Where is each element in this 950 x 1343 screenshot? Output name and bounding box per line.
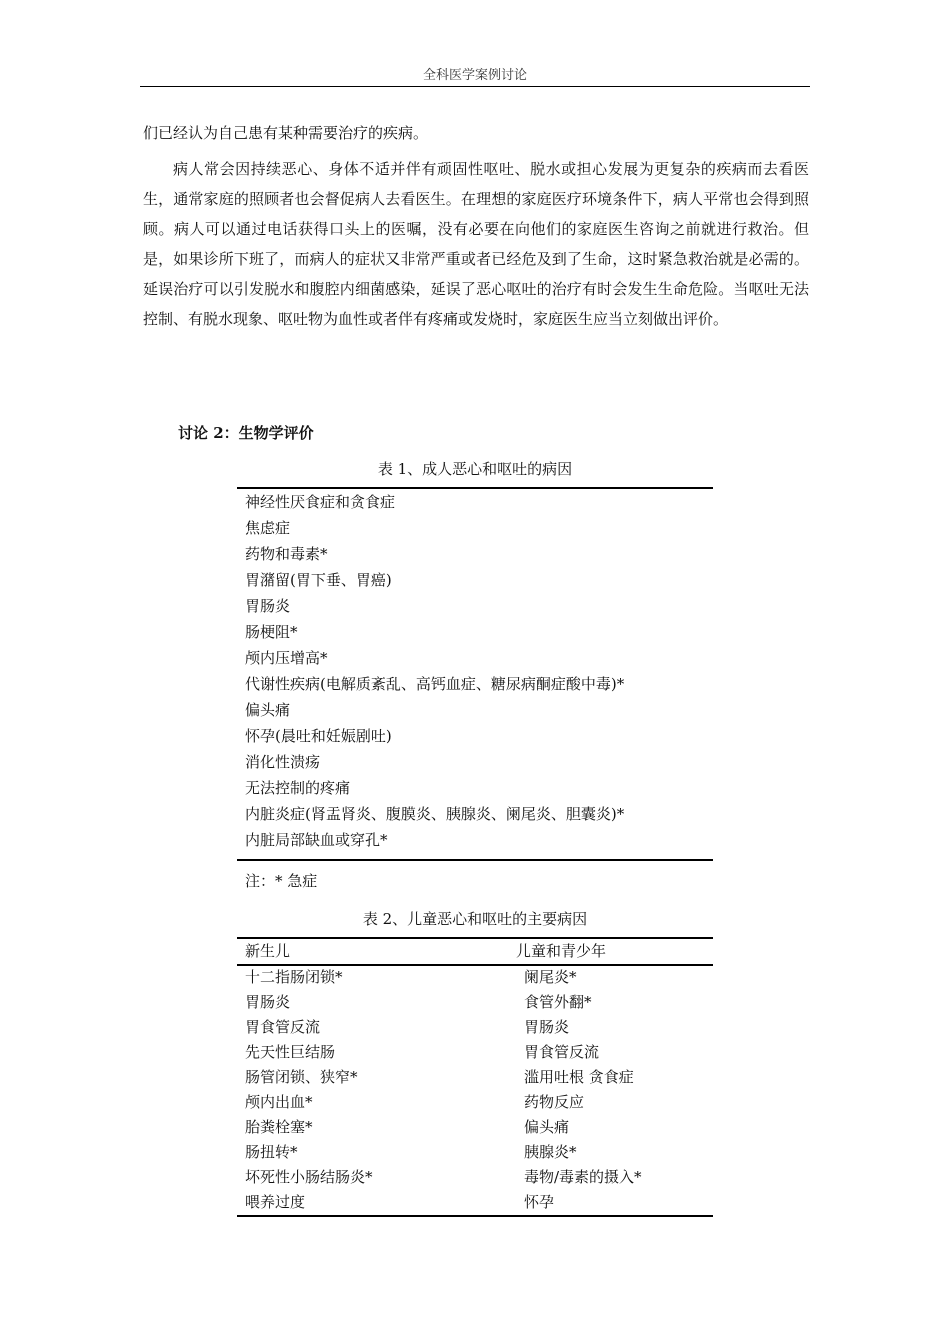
table1-bottom-rule [237, 859, 713, 861]
table1-row: 无法控制的疼痛 [245, 779, 351, 797]
header-rule [140, 86, 810, 87]
table1-note: 注：* 急症 [245, 872, 318, 890]
table1-row: 偏头痛 [245, 701, 291, 719]
table2-cell: 怀孕 [524, 1193, 555, 1211]
table2-cell: 喂养过度 [245, 1193, 306, 1211]
table2-cell: 药物反应 [524, 1093, 585, 1111]
table2-cell: 胃食管反流 [245, 1018, 321, 1036]
table2-newborn-column [245, 965, 373, 1215]
table1-row: 焦虑症 [245, 519, 291, 537]
table1-row: 胃潴留(胃下垂、胃癌) [245, 571, 392, 589]
table1-row: 内脏炎症(肾盂肾炎、腹膜炎、胰腺炎、阑尾炎、胆囊炎)* [245, 805, 625, 823]
table1-row: 消化性溃疡 [245, 753, 321, 771]
table2-cell: 阑尾炎* [524, 968, 577, 986]
table2-cell: 肠管闭锁、狭窄* [245, 1068, 358, 1086]
table2-children-column [524, 965, 642, 1215]
table2-cell: 毒物/毒素的摄入* [524, 1168, 642, 1186]
table2-caption: 表 2、儿童恶心和呕吐的主要病因 [362, 910, 588, 928]
table1-row: 胃肠炎 [245, 597, 291, 615]
table1-list [245, 489, 624, 853]
table2-cell: 胰腺炎* [524, 1143, 577, 1161]
table1-row: 怀孕(晨吐和妊娠剧吐) [245, 727, 392, 745]
table1-row: 代谢性疾病(电解质紊乱、高钙血症、糖尿病酮症酸中毒)* [245, 675, 625, 693]
table1-caption: 表 1、成人恶心和呕吐的病因 [377, 460, 573, 478]
table2-cell: 十二指肠闭锁* [245, 968, 343, 986]
table2-cell: 胎粪栓塞* [245, 1118, 313, 1136]
table2-cell: 胃肠炎 [524, 1018, 570, 1036]
table2-cell: 食管外翻* [524, 993, 592, 1011]
table2-bottom-rule [237, 1215, 713, 1217]
table2-header-children: 儿童和青少年 [516, 942, 607, 960]
table2-cell: 先天性巨结肠 [245, 1043, 336, 1061]
table1-row: 内脏局部缺血或穿孔* [245, 831, 388, 849]
paragraph-continuation: 们已经认为自己患有某种需要治疗的疾病。 [143, 124, 429, 142]
paragraph-patient-care: 病人常会因持续恶心、身体不适并伴有顽固性呕吐、脱水或担心发展为更复杂的疾病而去看医生，通常家庭的照顾者也会督促病人去看医生。在理想的家庭医疗环境条件下，病人平常也会得到照顾。病人可以通过电话获得口头上的医嘱，没有必要在向他们的家庭医生咨询之前就进行救治。但是，如果诊所下班了，而病人的症状又非常严重或者已经危及到了生命，这时紧急救治就是必需的。延误治疗可以引发脱水和腹腔内细菌感染，延误了恶心呕吐的治疗有时会发生生命危险。当呕吐无法控制、有脱水现象、呕吐物为血性或者伴有疼痛或发烧时，家庭医生应当立刻做出评价。 [143, 160, 809, 328]
section-heading: 讨论 2：生物学评价 [178, 424, 314, 442]
table2-cell: 肠扭转* [245, 1143, 298, 1161]
table2-cell: 滥用吐根 贪食症 [524, 1068, 634, 1086]
table2-top-rule [237, 937, 713, 939]
table2-cell: 胃食管反流 [524, 1043, 600, 1061]
table1-row: 药物和毒素* [245, 545, 328, 563]
table2-cell: 坏死性小肠结肠炎* [245, 1168, 373, 1186]
table1-row: 颅内压增高* [245, 649, 328, 667]
table2-header-newborn: 新生儿 [245, 942, 291, 960]
table2-cell: 颅内出血* [245, 1093, 313, 1111]
running-header: 全科医学案例讨论 [422, 68, 527, 83]
table1-row: 肠梗阻* [245, 623, 298, 641]
table1-row: 神经性厌食症和贪食症 [245, 493, 396, 511]
table2-cell: 偏头痛 [524, 1118, 570, 1136]
table2-cell: 胃肠炎 [245, 993, 291, 1011]
